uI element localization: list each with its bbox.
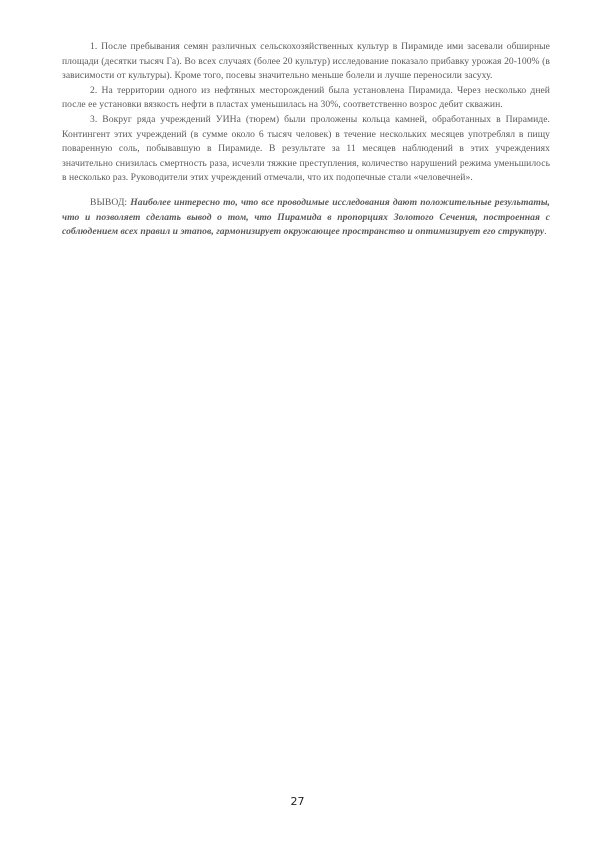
conclusion-end: . <box>544 226 547 238</box>
paragraph-2: 2. На территории одного из нефтяных месторождений была установлена Пирамида. Через несколько дней после ее установки вязкость нефти в пластах уменьшилась на 30%, соответственно возрос дебит скважин. <box>62 84 550 111</box>
conclusion-paragraph <box>62 196 550 240</box>
conclusion-text: Наиболее интересно то, что все проводимые исследования дают положительные результаты, что и позволяет сделать вывод о том, что Пирамида в пропорциях Золотого Сечения, построенная с соблюдением всех правил и этапов, гармонизирует окружающее пространство и оптимизирует его структуру <box>62 196 550 238</box>
paragraph-3: 3. Вокруг ряда учреждений УИНа (тюрем) были проложены кольца камней, обработанных в Пирамиде. Контингент этих учреждений (в сумме около 6 тысяч человек) в течение нескольких месяцев употреблял в пищу поваренную соль, побывавшую в Пирамиде. В результате за 11 месяцев наблюдений в этих учреждениях значительно снизилась смертность раза, исчезли тяжкие преступления, количество нарушений режима уменьшилось в несколько раз. Руководители этих учреждений отмечали, что их подопечные стали «человечней». <box>62 113 550 184</box>
conclusion-label: ВЫВОД: <box>90 196 131 208</box>
paragraph-1: 1. После пребывания семян различных сельскохозяйственных культур в Пирамиде ими засевали обширные площади (десятки тысяч Га). Во всех случаях (более 20 культур) исследование показало прибавку урожая 20-100% (в зависимости от культуры). Кроме того, посевы значительно меньше болели и лучше переносили засуху. <box>62 41 550 82</box>
page-body <box>62 40 550 240</box>
page-number: 27 <box>290 795 305 808</box>
